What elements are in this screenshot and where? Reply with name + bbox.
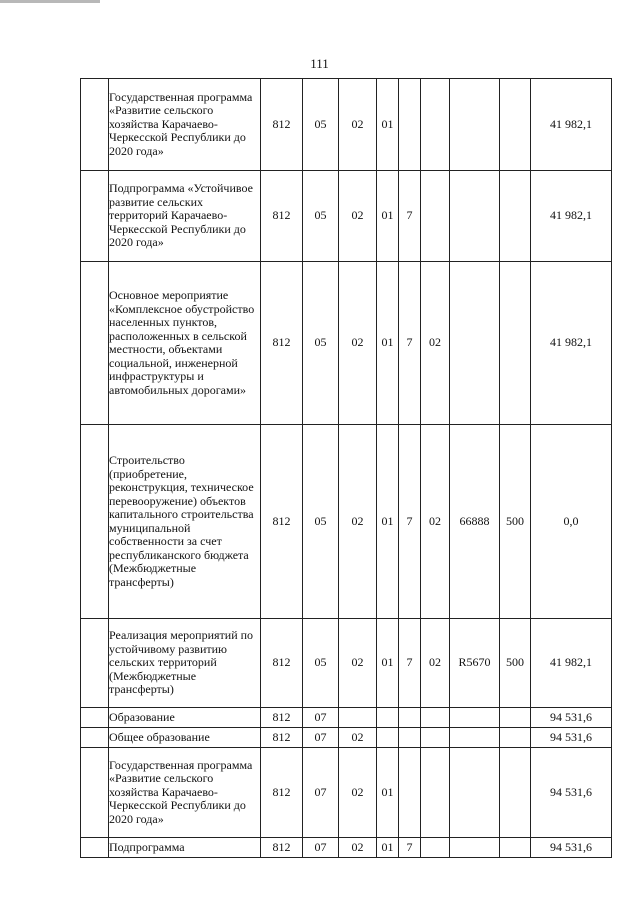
- expense-type-cell: 500: [500, 619, 531, 708]
- subsection-cell: 02: [339, 79, 377, 171]
- index-cell: [81, 171, 109, 262]
- subsection-cell: 02: [339, 728, 377, 748]
- index-cell: [81, 728, 109, 748]
- direction-cell: [450, 708, 500, 728]
- expense-type-cell: [500, 79, 531, 171]
- measure-cell: [421, 748, 450, 838]
- ved-cell: 812: [261, 79, 303, 171]
- table-row: [81, 171, 612, 262]
- ved-cell: 812: [261, 171, 303, 262]
- section-cell: 07: [303, 708, 339, 728]
- budget-table: [80, 78, 612, 858]
- direction-cell: [450, 728, 500, 748]
- subprogram-cell: 7: [399, 262, 421, 425]
- table-row: [81, 728, 612, 748]
- ved-cell: 812: [261, 838, 303, 858]
- amount-cell: 94 531,6: [531, 748, 612, 838]
- subprogram-cell: [399, 728, 421, 748]
- expense-type-cell: [500, 262, 531, 425]
- expense-type-cell: [500, 171, 531, 262]
- subsection-cell: 02: [339, 619, 377, 708]
- subsection-cell: [339, 708, 377, 728]
- direction-cell: [450, 262, 500, 425]
- ved-cell: 812: [261, 728, 303, 748]
- section-cell: 05: [303, 262, 339, 425]
- measure-cell: [421, 728, 450, 748]
- subprogram-cell: [399, 708, 421, 728]
- section-cell: 05: [303, 425, 339, 619]
- index-cell: [81, 838, 109, 858]
- program-cell: 01: [377, 171, 399, 262]
- subsection-cell: 02: [339, 262, 377, 425]
- ved-cell: 812: [261, 619, 303, 708]
- program-cell: 01: [377, 838, 399, 858]
- program-cell: 01: [377, 619, 399, 708]
- section-cell: 05: [303, 79, 339, 171]
- amount-cell: 41 982,1: [531, 619, 612, 708]
- subprogram-cell: 7: [399, 171, 421, 262]
- section-cell: 07: [303, 838, 339, 858]
- expense-type-cell: [500, 838, 531, 858]
- subsection-cell: 02: [339, 171, 377, 262]
- name-cell: Общее образование: [109, 728, 261, 748]
- subsection-cell: 02: [339, 838, 377, 858]
- section-cell: 05: [303, 619, 339, 708]
- amount-cell: 94 531,6: [531, 708, 612, 728]
- amount-cell: 41 982,1: [531, 79, 612, 171]
- name-cell: Подпрограмма «Устойчивое развитие сельских территорий Карачаево-Черкесской Республики до 2020 года»: [109, 171, 261, 262]
- subprogram-cell: [399, 748, 421, 838]
- direction-cell: [450, 748, 500, 838]
- name-cell: Основное мероприятие «Комплексное обустройство населенных пунктов, расположенных в сельской местности, объектами социальной, инженерной инфраструктуры и автомобильных дорогами»: [109, 262, 261, 425]
- subprogram-cell: [399, 79, 421, 171]
- table-row: [81, 708, 612, 728]
- table-row: [81, 425, 612, 619]
- index-cell: [81, 425, 109, 619]
- program-cell: [377, 728, 399, 748]
- index-cell: [81, 708, 109, 728]
- scan-edge-mark: [0, 0, 100, 3]
- table-row: [81, 619, 612, 708]
- section-cell: 05: [303, 171, 339, 262]
- amount-cell: 0,0: [531, 425, 612, 619]
- direction-cell: [450, 171, 500, 262]
- name-cell: Образование: [109, 708, 261, 728]
- subsection-cell: 02: [339, 425, 377, 619]
- section-cell: 07: [303, 748, 339, 838]
- name-cell: Реализация мероприятий по устойчивому развитию сельских территорий (Межбюджетные трансферты): [109, 619, 261, 708]
- measure-cell: 02: [421, 619, 450, 708]
- program-cell: 01: [377, 262, 399, 425]
- ved-cell: 812: [261, 425, 303, 619]
- program-cell: 01: [377, 425, 399, 619]
- subprogram-cell: 7: [399, 425, 421, 619]
- name-cell: Государственная программа «Развитие сельского хозяйства Карачаево-Черкесской Республики до 2020 года»: [109, 79, 261, 171]
- subsection-cell: 02: [339, 748, 377, 838]
- table-row: [81, 748, 612, 838]
- name-cell: Строительство (приобретение, реконструкция, техническое перевооружение) объектов капитального строительства муниципальной собственности за счет республиканского бюджета (Межбюджетные трансферты): [109, 425, 261, 619]
- table-row: [81, 838, 612, 858]
- table-row: [81, 79, 612, 171]
- subprogram-cell: 7: [399, 619, 421, 708]
- index-cell: [81, 748, 109, 838]
- measure-cell: [421, 79, 450, 171]
- amount-cell: 41 982,1: [531, 171, 612, 262]
- ved-cell: 812: [261, 748, 303, 838]
- name-cell: Государственная программа «Развитие сельского хозяйства Карачаево-Черкесской Республики до 2020 года»: [109, 748, 261, 838]
- direction-cell: R5670: [450, 619, 500, 708]
- program-cell: 01: [377, 748, 399, 838]
- name-cell: Подпрограмма: [109, 838, 261, 858]
- measure-cell: [421, 708, 450, 728]
- expense-type-cell: 500: [500, 425, 531, 619]
- section-cell: 07: [303, 728, 339, 748]
- measure-cell: 02: [421, 425, 450, 619]
- direction-cell: 66888: [450, 425, 500, 619]
- ved-cell: 812: [261, 262, 303, 425]
- index-cell: [81, 262, 109, 425]
- amount-cell: 94 531,6: [531, 838, 612, 858]
- ved-cell: 812: [261, 708, 303, 728]
- amount-cell: 41 982,1: [531, 262, 612, 425]
- expense-type-cell: [500, 748, 531, 838]
- expense-type-cell: [500, 708, 531, 728]
- measure-cell: 02: [421, 262, 450, 425]
- direction-cell: [450, 838, 500, 858]
- index-cell: [81, 619, 109, 708]
- program-cell: 01: [377, 79, 399, 171]
- measure-cell: [421, 838, 450, 858]
- program-cell: [377, 708, 399, 728]
- amount-cell: 94 531,6: [531, 728, 612, 748]
- measure-cell: [421, 171, 450, 262]
- table-row: [81, 262, 612, 425]
- direction-cell: [450, 79, 500, 171]
- page-number: 111: [310, 56, 329, 71]
- expense-type-cell: [500, 728, 531, 748]
- index-cell: [81, 79, 109, 171]
- subprogram-cell: 7: [399, 838, 421, 858]
